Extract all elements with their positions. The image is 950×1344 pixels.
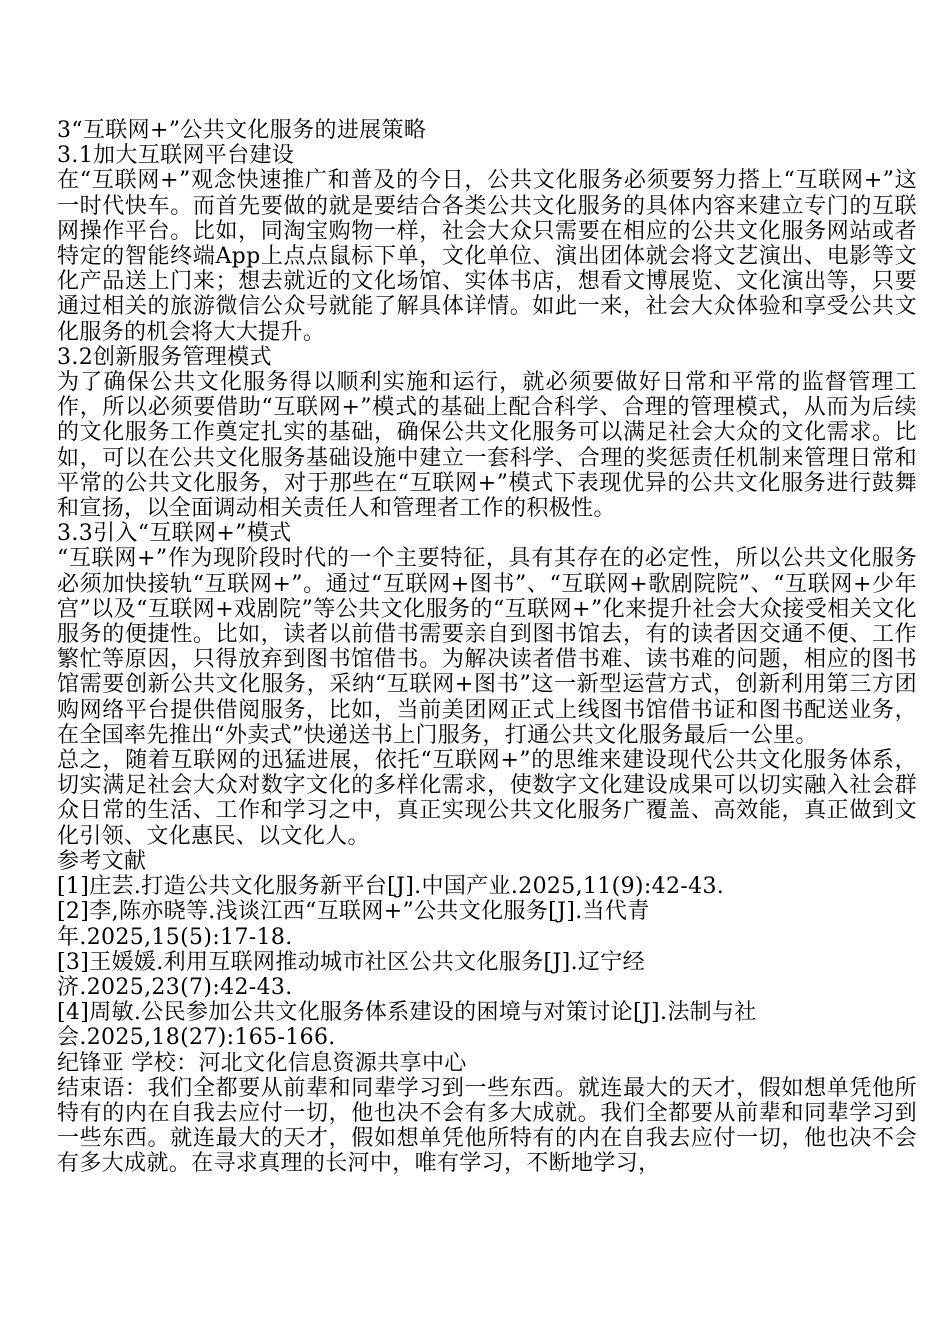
- section-heading-3-1: 3.1加大互联网平台建设: [57, 143, 295, 169]
- paragraph-3-1: 在“互联网+”观念快速推广和普及的今日，公共文化服务必须要努力搭上“互联网+”这一时代快车。而首先要做的就是要结合各类公共文化服务的具体内容来建立专门的互联网操作平台。比如，同淘宝购物一样，社会大众只需要在相应的公共文化服务网站或者特定的智能终端App上点点鼠标下单，文化单位、演出团体就会将文艺演出、电影等文化产品送上门来；想去就近的文化场馆、实体书店，想看文博展览、文化演出等，只要通过相关的旅游微信公众号就能了解具体详情。如此一来，社会大众体验和享受公共文化服务的机会将大大提升。: [57, 168, 917, 345]
- document-page: [57, 118, 917, 1177]
- reference-list: [57, 874, 917, 1050]
- reference-item-1: [1]庄芸.打造公共文化服务新平台[J].中国产业.2025,11(9):42-43.: [57, 874, 725, 900]
- paragraph-conclusion: 总之，随着互联网的迅猛进展，依托“互联网+”的思维来建设现代公共文化服务体系，切实满足社会大众对数字文化的多样化需求，使数字文化建设成果可以切实融入社会群众日常的生活、工作和学习之中，真正实现公共文化服务广覆盖、高效能，真正做到文化引领、文化惠民、以文化人。: [57, 748, 917, 849]
- reference-item-2-line-2: 年.2025,15(5):17-18.: [57, 924, 293, 950]
- reference-item-2-line-1: [2]李,陈亦晓等.浅谈江西“互联网+”公共文化服务[J].当代青: [57, 899, 650, 925]
- reference-item-4-line-1: [4]周敏.公民参加公共文化服务体系建设的困境与对策讨论[J].法制与社: [57, 1000, 757, 1026]
- section-title: 3“互联网+”公共文化服务的进展策略: [57, 118, 427, 143]
- paragraph-3-2: 为了确保公共文化服务得以顺利实施和运行，就必须要做好日常和平常的监督管理工作，所以必须要借助“互联网+”模式的基础上配合科学、合理的管理模式，从而为后续的文化服务工作奠定扎实的基础，确保公共文化服务可以满足社会大众的文化需求。比如，可以在公共文化服务基础设施中建立一套科学、合理的奖惩责任机制来管理日常和平常的公共文化服务，对于那些在“互联网+”模式下表现优异的公共文化服务进行鼓舞和宣扬，以全面调动相关责任人和管理者工作的积极性。: [57, 370, 917, 522]
- paragraph-3-3: “互联网+”作为现阶段时代的一个主要特征，具有其存在的必定性，所以公共文化服务必须加快接轨“互联网+”。通过“互联网+图书”、“互联网+歌剧院院”、“互联网+少年宫”以及“互联网+戏剧院”等公共文化服务的“互联网+”化来提升社会大众接受相关文化服务的便捷性。比如，读者以前借书需要亲自到图书馆去，有的读者因交通不便、工作繁忙等原因，只得放弃到图书馆借书。为解决读者借书难、读书难的问题，相应的图书馆需要创新公共文化服务，采纳“互联网+图书”这一新型运营方式，创新利用第三方团购网络平台提供借阅服务，比如，当前美团网正式上线图书馆借书证和图书配送业务，在全国率先推出“外卖式”快递送书上门服务，打通公共文化服务最后一公里。: [57, 546, 917, 748]
- reference-item-3-line-1: [3]王媛媛.利用互联网推动城市社区公共文化服务[J].辽宁经: [57, 949, 645, 975]
- reference-item-4-line-2: 会.2025,18(27):165-166.: [57, 1025, 336, 1051]
- references-heading: 参考文献: [57, 848, 147, 874]
- section-heading-3-2: 3.2创新服务管理模式: [57, 344, 272, 370]
- closing-paragraph: 结束语：我们全都要从前辈和同辈学习到一些东西。就连最大的天才，假如想单凭他所特有的内在自我去应付一切，他也决不会有多大成就。我们全都要从前辈和同辈学习到一些东西。就连最大的天才，假如想单凭他所特有的内在自我去应付一切，他也决不会有多大成就。在寻求真理的长河中，唯有学习，不断地学习，: [57, 1075, 917, 1177]
- reference-item-3-line-2: 济.2025,23(7):42-43.: [57, 974, 293, 1000]
- author-line: 纪锋亚 学校：河北文化信息资源共享中心: [57, 1050, 467, 1076]
- section-heading-3-3: 3.3引入“互联网+”模式: [57, 521, 292, 547]
